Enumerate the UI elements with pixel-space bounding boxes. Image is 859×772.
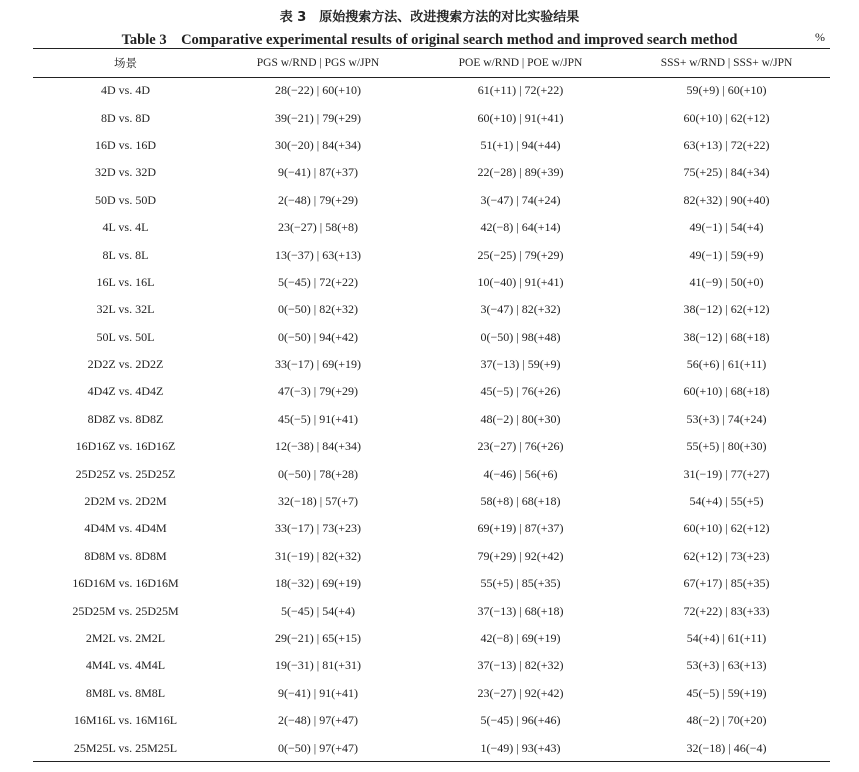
poe-cell: 55(+5) | 85(+35) bbox=[480, 576, 561, 591]
scene-cell: 2D2Z vs. 2D2Z bbox=[87, 357, 164, 372]
table-row bbox=[33, 515, 830, 542]
sss-cell: 72(+22) | 83(+33) bbox=[683, 603, 770, 618]
table-row bbox=[33, 625, 830, 652]
table-row bbox=[33, 187, 830, 214]
scene-cell: 16L vs. 16L bbox=[96, 274, 155, 289]
table-row bbox=[33, 378, 830, 405]
table-row bbox=[33, 570, 830, 597]
pgs-cell: 5(−45) | 54(+4) bbox=[281, 603, 355, 618]
sss-cell: 63(+13) | 72(+22) bbox=[683, 137, 770, 152]
pgs-cell: 0(−50) | 82(+32) bbox=[278, 302, 358, 317]
sss-cell: 54(+4) | 61(+11) bbox=[686, 631, 767, 645]
pgs-cell: 0(−50) | 94(+42) bbox=[278, 329, 358, 344]
scene-cell: 4D4M vs. 4D4M bbox=[84, 521, 167, 536]
sss-cell: 60(+10) | 62(+12) bbox=[683, 110, 770, 125]
header-scene: 场景 bbox=[114, 56, 137, 70]
table-row bbox=[33, 652, 830, 679]
poe-cell: 22(−28) | 89(+39) bbox=[477, 165, 564, 180]
scene-cell: 25D25M vs. 25D25M bbox=[72, 603, 179, 618]
sss-cell: 45(−5) | 59(+19) bbox=[686, 685, 767, 700]
scene-cell: 32D vs. 32D bbox=[94, 165, 156, 180]
pgs-cell: 9(−41) | 87(+37) bbox=[278, 165, 358, 180]
sss-cell: 49(−1) | 59(+9) bbox=[689, 247, 764, 262]
header-sss: SSS+ w/RND | SSS+ w/JPN bbox=[660, 57, 793, 69]
scene-cell: 8D8M vs. 8D8M bbox=[84, 548, 167, 563]
table-row bbox=[33, 707, 830, 734]
table-caption-cn: 表 3 原始搜索方法、改进搜索方法的对比实验结果 bbox=[279, 10, 580, 25]
scene-cell: 50L vs. 50L bbox=[96, 329, 155, 344]
scene-cell: 32L vs. 32L bbox=[96, 302, 155, 317]
sss-cell: 55(+5) | 80(+30) bbox=[686, 439, 767, 454]
table-row bbox=[33, 241, 830, 268]
table-row bbox=[33, 460, 830, 487]
sss-cell: 54(+4) | 55(+5) bbox=[689, 494, 764, 509]
scene-cell: 8D8Z vs. 8D8Z bbox=[87, 411, 164, 426]
table-row bbox=[33, 104, 830, 131]
sss-cell: 75(+25) | 84(+34) bbox=[683, 165, 770, 180]
scene-cell: 16D16M vs. 16D16M bbox=[72, 576, 179, 591]
pgs-cell: 45(−5) | 91(+41) bbox=[278, 411, 358, 426]
header-pgs: PGS w/RND | PGS w/JPN bbox=[256, 57, 380, 69]
sss-cell: 60(+10) | 68(+18) bbox=[683, 384, 770, 399]
table-row bbox=[33, 597, 830, 624]
sss-cell: 56(+6) | 61(+11) bbox=[686, 357, 767, 372]
poe-cell: 60(+10) | 91(+41) bbox=[477, 110, 564, 125]
poe-cell: 51(+1) | 94(+44) bbox=[480, 137, 561, 152]
table-row bbox=[33, 77, 830, 104]
pgs-cell: 31(−19) | 82(+32) bbox=[275, 548, 361, 563]
poe-cell: 1(−49) | 93(+43) bbox=[480, 740, 561, 755]
poe-cell: 4(−46) | 56(+6) bbox=[483, 466, 558, 481]
table-caption-en: Table 3 Comparative experimental results of original search method and improved search method bbox=[121, 32, 738, 48]
pgs-cell: 29(−21) | 65(+15) bbox=[275, 631, 361, 645]
pgs-cell: 32(−18) | 57(+7) bbox=[278, 494, 358, 509]
table-row bbox=[33, 214, 830, 241]
poe-cell: 37(−13) | 59(+9) bbox=[480, 357, 561, 372]
scene-cell: 4M4L vs. 4M4L bbox=[85, 658, 166, 673]
poe-cell: 3(−47) | 82(+32) bbox=[480, 302, 561, 317]
table-row bbox=[33, 132, 830, 159]
pgs-cell: 30(−20) | 84(+34) bbox=[275, 137, 361, 152]
poe-cell: 45(−5) | 76(+26) bbox=[480, 384, 561, 399]
sss-cell: 53(+3) | 63(+13) bbox=[686, 658, 767, 673]
pgs-cell: 2(−48) | 79(+29) bbox=[278, 192, 358, 207]
pgs-cell: 23(−27) | 58(+8) bbox=[278, 220, 358, 235]
table-row bbox=[33, 159, 830, 186]
pgs-cell: 47(−3) | 79(+29) bbox=[278, 384, 358, 399]
pgs-cell: 12(−38) | 84(+34) bbox=[275, 439, 361, 454]
table-row bbox=[33, 324, 830, 351]
table-row bbox=[33, 406, 830, 433]
poe-cell: 69(+19) | 87(+37) bbox=[477, 521, 564, 536]
sss-cell: 67(+17) | 85(+35) bbox=[683, 576, 770, 591]
poe-cell: 0(−50) | 98(+48) bbox=[480, 329, 561, 344]
sss-cell: 38(−12) | 68(+18) bbox=[683, 329, 770, 344]
table-row bbox=[33, 680, 830, 707]
sss-cell: 82(+32) | 90(+40) bbox=[683, 192, 770, 207]
table-row bbox=[33, 543, 830, 570]
sss-cell: 53(+3) | 74(+24) bbox=[686, 411, 767, 426]
pgs-cell: 28(−22) | 60(+10) bbox=[275, 83, 361, 98]
sss-cell: 41(−9) | 50(+0) bbox=[689, 274, 764, 289]
sss-cell: 62(+12) | 73(+23) bbox=[683, 548, 770, 563]
pgs-cell: 2(−48) | 97(+47) bbox=[278, 713, 358, 728]
pgs-cell: 33(−17) | 69(+19) bbox=[275, 357, 361, 372]
pgs-cell: 39(−21) | 79(+29) bbox=[275, 110, 361, 125]
pgs-cell: 33(−17) | 73(+23) bbox=[275, 521, 361, 536]
scene-cell: 50D vs. 50D bbox=[94, 192, 156, 207]
scene-cell: 4D vs. 4D bbox=[100, 83, 150, 98]
scene-cell: 4L vs. 4L bbox=[102, 220, 149, 235]
scene-cell: 16M16L vs. 16M16L bbox=[73, 713, 178, 728]
scene-cell: 25M25L vs. 25M25L bbox=[73, 740, 178, 755]
pgs-cell: 13(−37) | 63(+13) bbox=[275, 247, 361, 262]
sss-cell: 60(+10) | 62(+12) bbox=[683, 521, 770, 536]
poe-cell: 10(−40) | 91(+41) bbox=[477, 274, 564, 289]
poe-cell: 25(−25) | 79(+29) bbox=[477, 247, 564, 262]
results-table bbox=[33, 49, 830, 762]
poe-cell: 37(−13) | 68(+18) bbox=[477, 603, 564, 618]
pgs-cell: 9(−41) | 91(+41) bbox=[278, 685, 358, 700]
poe-cell: 48(−2) | 80(+30) bbox=[480, 411, 561, 426]
pgs-cell: 5(−45) | 72(+22) bbox=[278, 274, 358, 289]
scene-cell: 25D25Z vs. 25D25Z bbox=[75, 466, 176, 481]
table-row bbox=[33, 269, 830, 296]
scene-cell: 2M2L vs. 2M2L bbox=[85, 631, 166, 645]
table-row bbox=[33, 433, 830, 460]
poe-cell: 23(−27) | 92(+42) bbox=[477, 685, 564, 700]
table-row bbox=[33, 488, 830, 515]
poe-cell: 37(−13) | 82(+32) bbox=[477, 658, 564, 673]
scene-cell: 16D16Z vs. 16D16Z bbox=[75, 439, 176, 454]
scene-cell: 2D2M vs. 2D2M bbox=[84, 494, 167, 509]
poe-cell: 3(−47) | 74(+24) bbox=[480, 192, 561, 207]
sss-cell: 48(−2) | 70(+20) bbox=[686, 713, 767, 728]
sss-cell: 31(−19) | 77(+27) bbox=[683, 466, 770, 481]
poe-cell: 5(−45) | 96(+46) bbox=[480, 713, 561, 728]
poe-cell: 58(+8) | 68(+18) bbox=[480, 494, 561, 509]
sss-cell: 32(−18) | 46(−4) bbox=[686, 740, 767, 755]
poe-cell: 23(−27) | 76(+26) bbox=[477, 439, 564, 454]
scene-cell: 8M8L vs. 8M8L bbox=[85, 685, 166, 700]
scene-cell: 8D vs. 8D bbox=[100, 110, 150, 125]
sss-cell: 59(+9) | 60(+10) bbox=[686, 83, 767, 98]
table-row bbox=[33, 296, 830, 323]
poe-cell: 42(−8) | 64(+14) bbox=[480, 220, 561, 235]
unit-label: % bbox=[815, 30, 825, 44]
sss-cell: 38(−12) | 62(+12) bbox=[683, 302, 770, 317]
poe-cell: 42(−8) | 69(+19) bbox=[480, 631, 561, 645]
pgs-cell: 0(−50) | 97(+47) bbox=[278, 740, 358, 755]
pgs-cell: 0(−50) | 78(+28) bbox=[278, 466, 358, 481]
table-row bbox=[33, 351, 830, 378]
poe-cell: 61(+11) | 72(+22) bbox=[477, 83, 564, 98]
header-poe: POE w/RND | POE w/JPN bbox=[458, 57, 583, 69]
scene-cell: 8L vs. 8L bbox=[102, 247, 149, 262]
scene-cell: 16D vs. 16D bbox=[94, 137, 156, 152]
header-row bbox=[33, 49, 830, 77]
pgs-cell: 18(−32) | 69(+19) bbox=[275, 576, 361, 591]
sss-cell: 49(−1) | 54(+4) bbox=[689, 220, 764, 235]
table-row bbox=[33, 734, 830, 761]
poe-cell: 79(+29) | 92(+42) bbox=[477, 548, 564, 563]
scene-cell: 4D4Z vs. 4D4Z bbox=[87, 384, 164, 399]
table-body bbox=[33, 77, 830, 762]
pgs-cell: 19(−31) | 81(+31) bbox=[275, 658, 361, 673]
